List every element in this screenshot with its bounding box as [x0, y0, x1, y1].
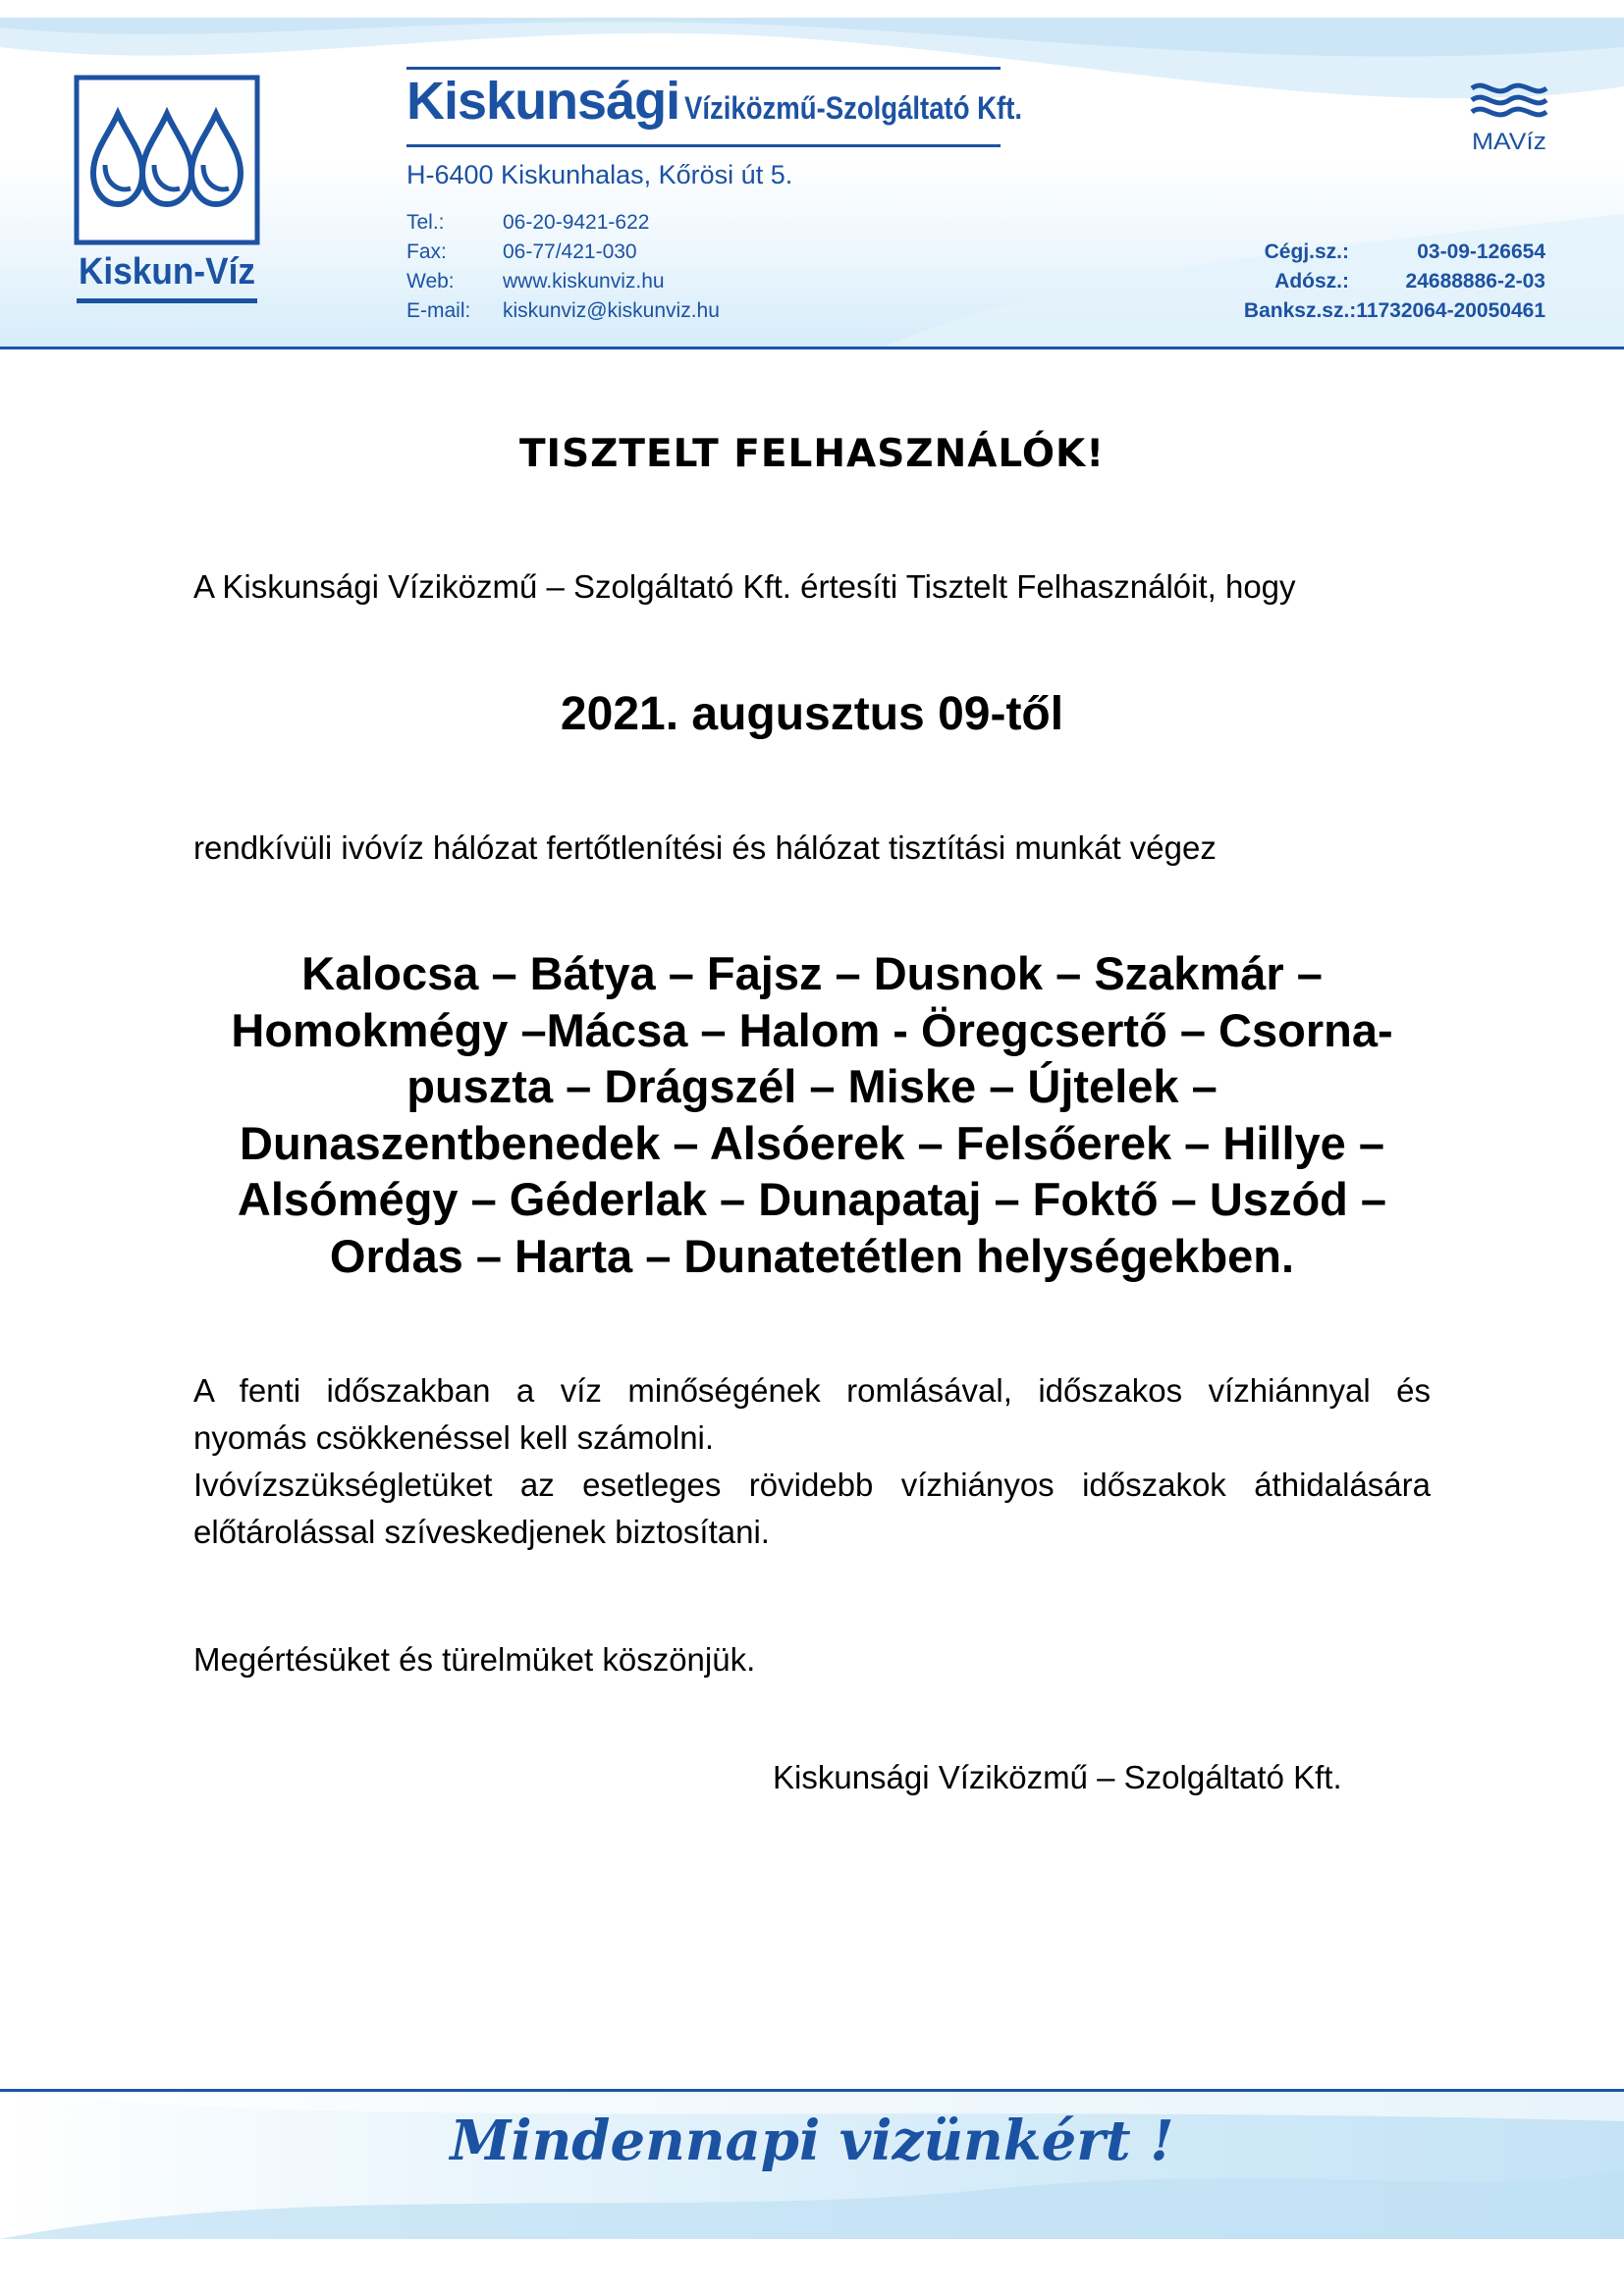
places-line: Alsómégy – Géderlak – Dunapataj – Foktő – Uszód –: [237, 1173, 1387, 1225]
company-name-main: Kiskunsági: [406, 72, 680, 131]
places-line: Homokmégy –Mácsa – Halom - Öregcsertő – Csorna-: [231, 1003, 1393, 1056]
contact-fax: Fax: 06-77/421-030: [406, 240, 637, 263]
places-line: Kalocsa – Bátya – Fajsz – Dusnok – Szakmár –: [301, 947, 1323, 999]
registry-tax-number: Adósz.: 24688886-2-03: [1274, 270, 1545, 293]
maviz-logo: [1470, 79, 1548, 155]
contact-phone: Tel.: 06-20-9421-622: [406, 211, 650, 234]
maviz-logo-text: MAVíz: [1472, 129, 1546, 155]
notice-paragraph: [193, 1367, 1431, 1556]
registry-company-number: Cégj.sz.: 03-09-126654: [1264, 240, 1545, 263]
thanks-text: Megértésüket és türelmüket köszönjük.: [193, 1641, 756, 1678]
notice-line: nyomás csökkenéssel kell számolni.: [193, 1419, 715, 1456]
places-line: puszta – Drágszél – Miske – Újtelek –: [406, 1060, 1218, 1112]
company-name-rest: Víziközmű-Szolgáltató Kft.: [683, 90, 1022, 126]
notice-line: A fenti időszakban a víz minőségének romlásával, időszakos vízhiánnyal és: [193, 1372, 1431, 1409]
start-date: 2021. augusztus 09-től: [560, 688, 1064, 740]
contact-email: E-mail: kiskunviz@kiskunviz.hu: [406, 299, 720, 322]
company-name-top-rule: [406, 67, 1001, 70]
notice-line: Ivóvízszükségletüket az esetleges rövidebb vízhiányos időszakok áthidalására: [193, 1467, 1431, 1503]
company-name-bottom-rule: [406, 144, 1001, 147]
signature: Kiskunsági Víziközmű – Szolgáltató Kft.: [773, 1759, 1342, 1795]
company-name: [406, 71, 1077, 132]
places-line: Ordas – Harta – Dunatetétlen helységekben.: [329, 1229, 1295, 1282]
kiskun-viz-logo: [74, 75, 266, 313]
work-description: rendkívüli ivóvíz hálózat fertőtlenítési és hálózat tisztítási munkát végez: [193, 829, 1217, 866]
company-address: H-6400 Kiskunhalas, Kőrösi út 5.: [406, 160, 793, 189]
notice-line: előtárolással szíveskedjenek biztosítani.: [193, 1514, 770, 1550]
header-divider: [0, 347, 1624, 349]
contact-web: Web: www.kiskunviz.hu: [406, 270, 665, 293]
logo-text: Kiskun-Víz: [79, 251, 255, 293]
footer-slogan: Mindennapi vizünkért !: [450, 2109, 1174, 2173]
intro-text: A Kiskunsági Víziközmű – Szolgáltató Kft. értesíti Tisztelt Felhasználóit, hogy: [193, 568, 1296, 605]
greeting-heading: TISZTELT FELHASZNÁLÓK!: [518, 432, 1106, 476]
affected-places: [177, 945, 1447, 1284]
places-line: Dunaszentbenedek – Alsóerek – Felsőerek – Hillye –: [240, 1116, 1384, 1169]
registry-bank-account: Banksz.sz.:11732064-20050461: [1243, 299, 1545, 322]
